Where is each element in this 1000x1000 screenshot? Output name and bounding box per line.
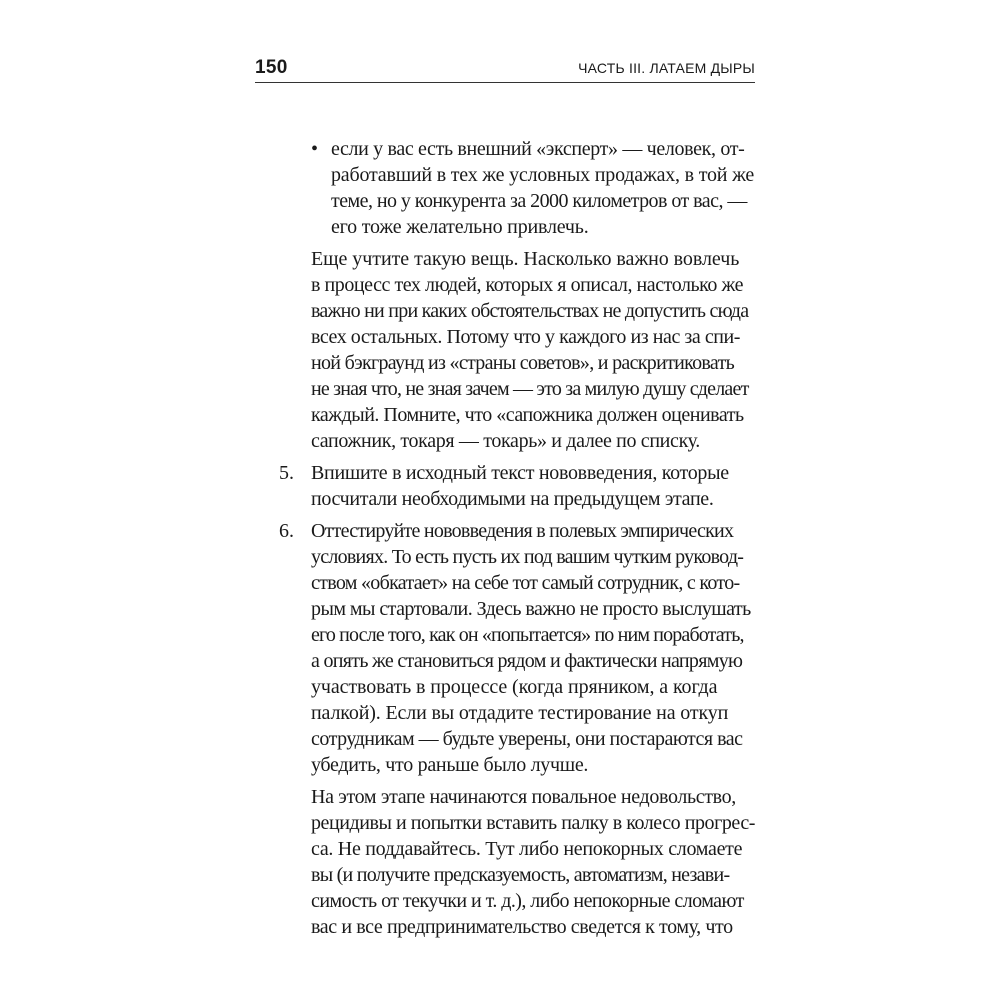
text-line: рым мы стартовали. Здесь важно не просто выслушать bbox=[311, 598, 751, 620]
text-line: ством «обкатает» на себе тот самый сотрудник, с кото- bbox=[311, 572, 740, 594]
text-line: каждый. Помните, что «сапожника должен оценивать bbox=[311, 404, 744, 426]
header-rule bbox=[255, 82, 755, 83]
text-line: работавший в тех же условных продажах, в той же bbox=[331, 164, 755, 186]
text-line: участвовать в процессе (когда пряником, а когда bbox=[311, 676, 718, 698]
item-number: 5. bbox=[279, 462, 294, 484]
text-line: палкой). Если вы отдадите тестирование на откуп bbox=[311, 702, 729, 724]
text-line: са. Не поддавайтесь. Тут либо непокорных сломаете bbox=[311, 838, 743, 860]
text-line: теме, но у конкурента за 2000 километров от вас, — bbox=[331, 190, 747, 212]
running-head: ЧАСТЬ III. ЛАТАЕМ ДЫРЫ bbox=[578, 60, 755, 76]
text-line: всех остальных. Потому что у каждого из нас за спи- bbox=[311, 326, 741, 348]
text-line: симость от текучки и т. д.), либо непокорные сломают bbox=[311, 890, 744, 912]
text-line: Еще учтите такую вещь. Насколько важно вовлечь bbox=[311, 248, 740, 270]
text-line: важно ни при каких обстоятельствах не допустить сюда bbox=[311, 300, 749, 322]
text-line: вас и все предпринимательство сведется к тому, что bbox=[311, 916, 733, 938]
text-line: его тоже желательно привлечь. bbox=[331, 216, 589, 238]
text-line: убедить, что раньше было лучше. bbox=[311, 754, 589, 776]
text-line: условиях. То есть пусть их под вашим чутким руковод- bbox=[311, 546, 744, 568]
text-line: На этом этапе начинаются повальное недовольство, bbox=[311, 786, 736, 808]
text-line: рецидивы и попытки вставить палку в колесо прогрес- bbox=[311, 812, 755, 834]
text-line: вы (и получите предсказуемость, автоматизм, незави- bbox=[311, 864, 730, 886]
bullet-marker: • bbox=[311, 138, 319, 160]
text-line: в процесс тех людей, которых я описал, настолько же bbox=[311, 274, 744, 296]
text-line: сапожник, токаря — токарь» и далее по списку. bbox=[311, 430, 700, 452]
text-line: если у вас есть внешний «эксперт» — человек, от- bbox=[331, 138, 745, 160]
text-line: посчитали необходимыми на предыдущем этапе. bbox=[311, 488, 714, 510]
text-line: не зная что, не зная зачем — это за милую душу сделает bbox=[311, 378, 749, 400]
item-number: 6. bbox=[279, 520, 294, 542]
text-line: ной бэкграунд из «страны советов», и раскритиковать bbox=[311, 352, 735, 374]
text-line: Впишите в исходный текст нововведения, которые bbox=[311, 462, 729, 484]
text-line: а опять же становиться рядом и фактически напрямую bbox=[311, 650, 743, 672]
text-line: Оттестируйте нововведения в полевых эмпирических bbox=[311, 520, 734, 542]
text-line: сотрудникам — будьте уверены, они постараются вас bbox=[311, 728, 743, 750]
page-number: 150 bbox=[255, 57, 288, 78]
text-line: его после того, как он «попытается» по ним поработать, bbox=[311, 624, 744, 646]
